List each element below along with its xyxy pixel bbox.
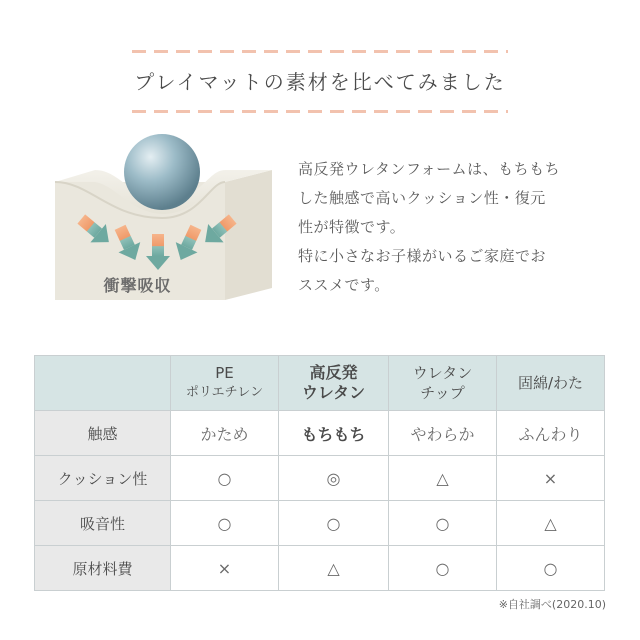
header-sub: ポリエチレン xyxy=(185,385,264,400)
header-high-resilience-urethane xyxy=(279,356,389,411)
row-label: 触感 xyxy=(35,411,171,456)
description-line: 特に小さなお子様がいるご家庭でお xyxy=(298,247,547,265)
header-sub: ウレタン xyxy=(301,383,366,402)
description-line: 高反発ウレタンフォームは、もちもち xyxy=(298,160,561,178)
header-main: PE xyxy=(215,364,234,382)
header-corner xyxy=(35,356,171,411)
table-row xyxy=(35,456,605,501)
table-cell: ○ xyxy=(279,501,389,546)
description-line: した触感で高いクッション性・復元 xyxy=(298,189,546,207)
shock-absorption-illustration xyxy=(50,130,280,305)
row-label: 原材料費 xyxy=(35,546,171,591)
table-cell: もちもち xyxy=(279,411,389,456)
description-line: ススメです。 xyxy=(298,276,390,294)
title-divider-top xyxy=(132,50,508,53)
row-label: 吸音性 xyxy=(35,501,171,546)
title-section xyxy=(0,50,640,114)
table-cell: ○ xyxy=(389,501,497,546)
table-cell: ○ xyxy=(171,501,279,546)
table-cell: × xyxy=(171,546,279,591)
survey-note: ※自社調べ(2020.10) xyxy=(498,598,606,611)
header-main: 固綿/わた xyxy=(517,374,584,392)
table-row xyxy=(35,411,605,456)
title-divider-bottom xyxy=(132,110,508,113)
page-title: プレイマットの素材を比べてみました xyxy=(134,70,506,94)
header-urethane-chip xyxy=(389,356,497,411)
header-cotton-batting xyxy=(497,356,605,411)
row-label: クッション性 xyxy=(35,456,171,501)
table-header-row xyxy=(35,356,605,411)
description-text xyxy=(298,155,608,300)
header-main: 高反発 xyxy=(309,363,358,382)
table-cell: やわらか xyxy=(389,411,497,456)
table-row xyxy=(35,546,605,591)
table-cell: かため xyxy=(171,411,279,456)
table-cell: △ xyxy=(389,456,497,501)
table-cell: △ xyxy=(497,501,605,546)
table-cell: △ xyxy=(279,546,389,591)
description-line: 性が特徴です。 xyxy=(298,218,406,236)
shock-absorption-label: 衝撃吸収 xyxy=(103,276,172,295)
table-cell: × xyxy=(497,456,605,501)
material-comparison-table xyxy=(34,355,605,591)
table-cell: ○ xyxy=(171,456,279,501)
header-pe xyxy=(171,356,279,411)
header-sub: チップ xyxy=(420,384,465,402)
header-main: ウレタン xyxy=(412,364,473,382)
table-cell: ○ xyxy=(497,546,605,591)
table-cell: ふんわり xyxy=(497,411,605,456)
table-cell: ○ xyxy=(389,546,497,591)
table-cell: ◎ xyxy=(279,456,389,501)
table-row xyxy=(35,501,605,546)
